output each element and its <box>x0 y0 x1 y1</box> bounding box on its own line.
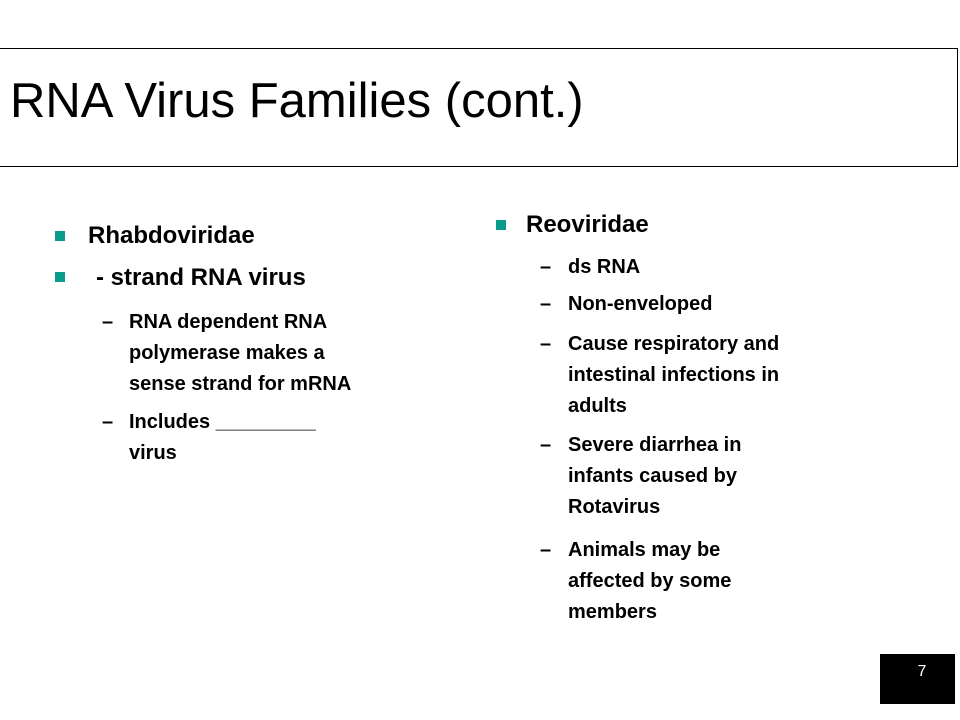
left-subitem-line: Includes _________ <box>129 411 316 433</box>
dash-bullet: – <box>540 293 552 315</box>
bullet-square-icon <box>55 272 65 282</box>
right-subitem-line: adults <box>568 395 627 417</box>
right-subitem-line: infants caused by <box>568 465 737 487</box>
bullet-square-icon <box>496 220 506 230</box>
left-subitem-line: sense strand for mRNA <box>129 373 352 395</box>
right-subitem-line: Severe diarrhea in <box>568 434 742 456</box>
dash-bullet: – <box>540 434 552 456</box>
dash-bullet: – <box>102 311 114 333</box>
right-subitem-line: ds RNA <box>568 256 641 278</box>
left-item-strand: - strand RNA virus <box>96 264 306 291</box>
bullet-square-icon <box>55 231 65 241</box>
dash-bullet: – <box>102 411 114 433</box>
right-subitem-line: Cause respiratory and <box>568 333 780 355</box>
left-item-rhabdoviridae: Rhabdoviridae <box>88 222 255 249</box>
right-subitem-line: Non-enveloped <box>568 293 713 315</box>
right-subitem-line: intestinal infections in <box>568 364 780 386</box>
dash-bullet: – <box>540 256 552 278</box>
slide-title: RNA Virus Families (cont.) <box>10 74 584 128</box>
dash-bullet: – <box>540 333 552 355</box>
left-subitem-line: virus <box>129 442 177 464</box>
page-number: 7 <box>917 663 927 680</box>
left-subitem-line: RNA dependent RNA <box>129 311 328 333</box>
right-heading-reoviridae: Reoviridae <box>526 211 649 238</box>
right-subitem-line: affected by some <box>568 570 732 592</box>
right-subitem-line: members <box>568 601 657 623</box>
right-subitem-line: Animals may be <box>568 539 721 561</box>
left-subitem-line: polymerase makes a <box>129 342 325 364</box>
right-subitem-line: Rotavirus <box>568 496 661 518</box>
dash-bullet: – <box>540 539 552 561</box>
